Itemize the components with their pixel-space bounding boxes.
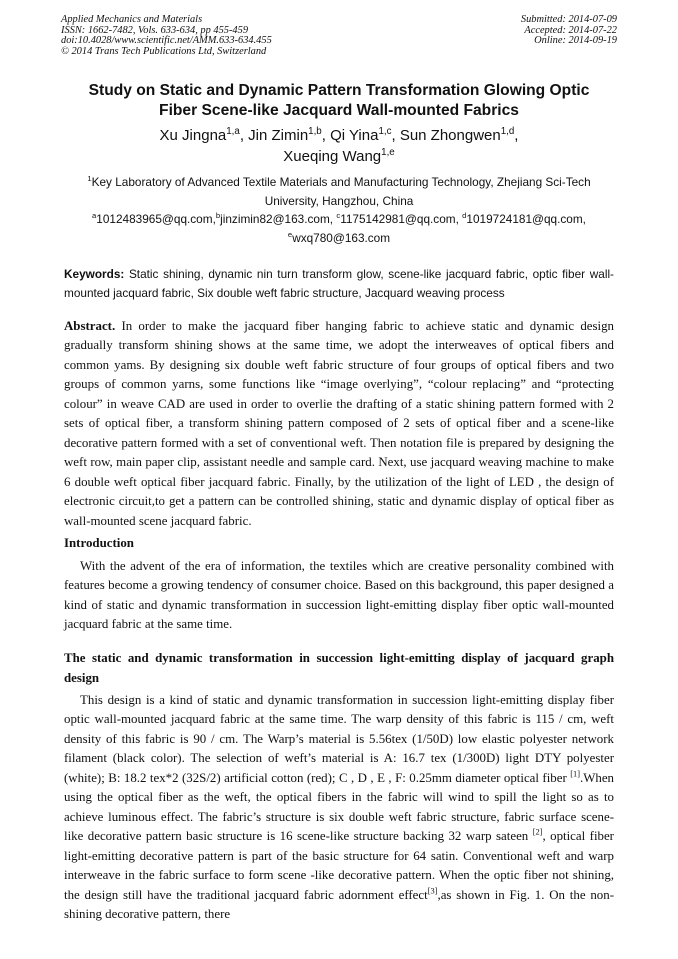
author-separator: , [514, 127, 519, 144]
journal-copyright: © 2014 Trans Tech Publications Ltd, Switzerland [61, 45, 267, 57]
affiliation-text: Key Laboratory of Advanced Textile Materials and Manufacturing Technology, Zhejiang Sci-Tech [91, 175, 591, 189]
author-affil-mark: 1,b [308, 126, 322, 137]
publication-dates [521, 15, 617, 47]
citation-ref: [1] [570, 769, 580, 779]
abstract [64, 317, 614, 531]
author-affil-mark: 1,a [226, 126, 240, 137]
author-emails [40, 210, 638, 229]
author-email-last [40, 229, 638, 248]
author-affil-mark: 1,d [500, 126, 515, 137]
citation-ref: [3] [427, 886, 438, 896]
author-affil-mark: 1,e [381, 147, 395, 158]
paragraph-text: ,as shown in Fig. 1. On the non-shining decorative pattern, there [64, 887, 614, 921]
journal-doi: doi:10.4028/www.scientific.net/AMM.633-634.455 [61, 35, 272, 47]
accepted-date: Accepted: 2014-07-22 [524, 24, 617, 36]
introduction-heading: Introduction [64, 536, 134, 550]
email-address: 1019724181@qq.com, [466, 212, 586, 226]
author-name: Qi Yina [330, 127, 379, 144]
author-name: Jin Zimin [248, 127, 309, 144]
email-address: 1175142981@qq.com, [340, 212, 463, 226]
keywords-text: Static shining, dynamic nin turn transform glow, scene-like jacquard fabric, optic fiber wall-mounted jacquard fabric, Six double weft fabric structure, Jacquard weaving process [64, 267, 614, 300]
title-line-2: Fiber Scene-like Jacquard Wall-mounted Fabrics [159, 102, 519, 119]
journal-name: Applied Mechanics and Materials [61, 14, 203, 25]
introduction-paragraph: With the advent of the era of information, the textiles which are creative personality combined with features become a growing tendency of consumer choice. Based on this background, this paper designed a kind of static and dynamic transformation in succession light-emitting display fiber optic wall-mounted jacquard fabric at the same time. [64, 559, 614, 632]
section-paragraph [64, 691, 614, 924]
author-separator: , [239, 127, 249, 144]
paper-title [40, 81, 638, 121]
journal-issn: ISSN: 1662-7482, Vols. 633-634, pp 455-459 [61, 24, 249, 36]
authors-line-1 [40, 125, 638, 146]
email-mark: d [462, 211, 467, 221]
submitted-date: Submitted: 2014-07-09 [520, 14, 617, 25]
author-name: Xueqing Wang [283, 148, 382, 165]
journal-info [61, 15, 272, 57]
authors-line-2 [40, 146, 638, 167]
author-separator: , [391, 127, 400, 144]
online-date: Online: 2014-09-19 [534, 35, 617, 47]
abstract-label: Abstract. [64, 319, 116, 333]
affiliation-line-1 [40, 173, 638, 192]
email-mark: c [336, 211, 341, 221]
email-address: wxq780@163.com [292, 230, 391, 245]
title-line-1: Study on Static and Dynamic Pattern Transformation Glowing Optic [88, 82, 590, 99]
email-mark: b [215, 211, 221, 221]
affiliation [40, 173, 638, 247]
keywords-label: Keywords: [64, 267, 125, 281]
affiliation-mark: 1 [87, 174, 92, 184]
author-name: Sun Zhongwen [399, 127, 501, 144]
email-address: jinzimin82@163.com, [220, 212, 337, 226]
author-affil-mark: 1,c [378, 126, 392, 137]
author-list [40, 125, 638, 167]
keywords [64, 265, 614, 303]
paragraph-text: , optical fiber light-emitting decorative pattern is part of the basic structure for 64 satin. Conventional weft and warp interweave in the fabric surface to form scene -like decorative pattern. When the optic fiber not shining, the design still have the traditional jacquard fabric adornment effect [64, 829, 614, 902]
author-name: Xu Jingna [159, 127, 227, 144]
email-address: 1012483965@qq.com, [96, 212, 216, 226]
paragraph-text: .When using the optical fiber as the weft, the optical fibers in the fabric will wind to spill the light so as to achieve luminous effect. The fabric’s structure is six double weft fabric structure, fabric surface scene- like decorative pattern basic structure is 16 scene-like structure backing 32 warp sateen [64, 770, 614, 844]
affiliation-line-2: University, Hangzhou, China [264, 193, 414, 208]
email-mark: a [92, 211, 97, 221]
paragraph-text: This design is a kind of static and dynamic transformation in succession light-emitting display fiber optic wall-mounted jacquard fabric at the same time. The warp density of this fabric is 115 / cm, weft density of this fabric is 90 / cm. The Warp’s material is 5.56tex (1/50D) low elastic polyester network filament (black color). The selection of weft’s material is A: 16.7 tex (1/300D) light DTY polyester (white); B: 18.2 tex*2 (32S/2) artificial cotton (red); C , D , E , F: 0.25mm diameter optical fiber [64, 693, 614, 785]
section-heading: The static and dynamic transformation in succession light-emitting display of jacquard graph design [64, 651, 614, 685]
citation-ref: [2] [532, 827, 543, 837]
email-mark: e [287, 229, 293, 239]
abstract-text: In order to make the jacquard fiber hanging fabric to achieve static and dynamic design gradually transform shining shows at the same time, we adopt the interweaves of optical fibers and common yams. By designing six double weft fabric structure of four groups of optical fibers and two groups of common yarns, some functions like “image overlying”, “colour replacing” and “protecting colour” in weave CAD are used in order to overlie the drafting of a static shining pattern formed with 2 sets of optical fiber, a transform shining pattern composed of 2 sets of optical fiber and a scene-like decorative pattern formed with a set of conventional weft. Then notation file is prepared by designing the weft row, main paper clip, assistant needle and sample card. Next, use jacquard weaving machine to make 6 double weft optical fiber jacquard fabric. Finally, by the utilization of the light of LED , the design of electronic circuit,to get a pattern can be controlled shining, static and dynamic display of optical fiber as wall-mounted scene jacquard fabric. [64, 319, 614, 528]
author-separator: , [321, 127, 331, 144]
